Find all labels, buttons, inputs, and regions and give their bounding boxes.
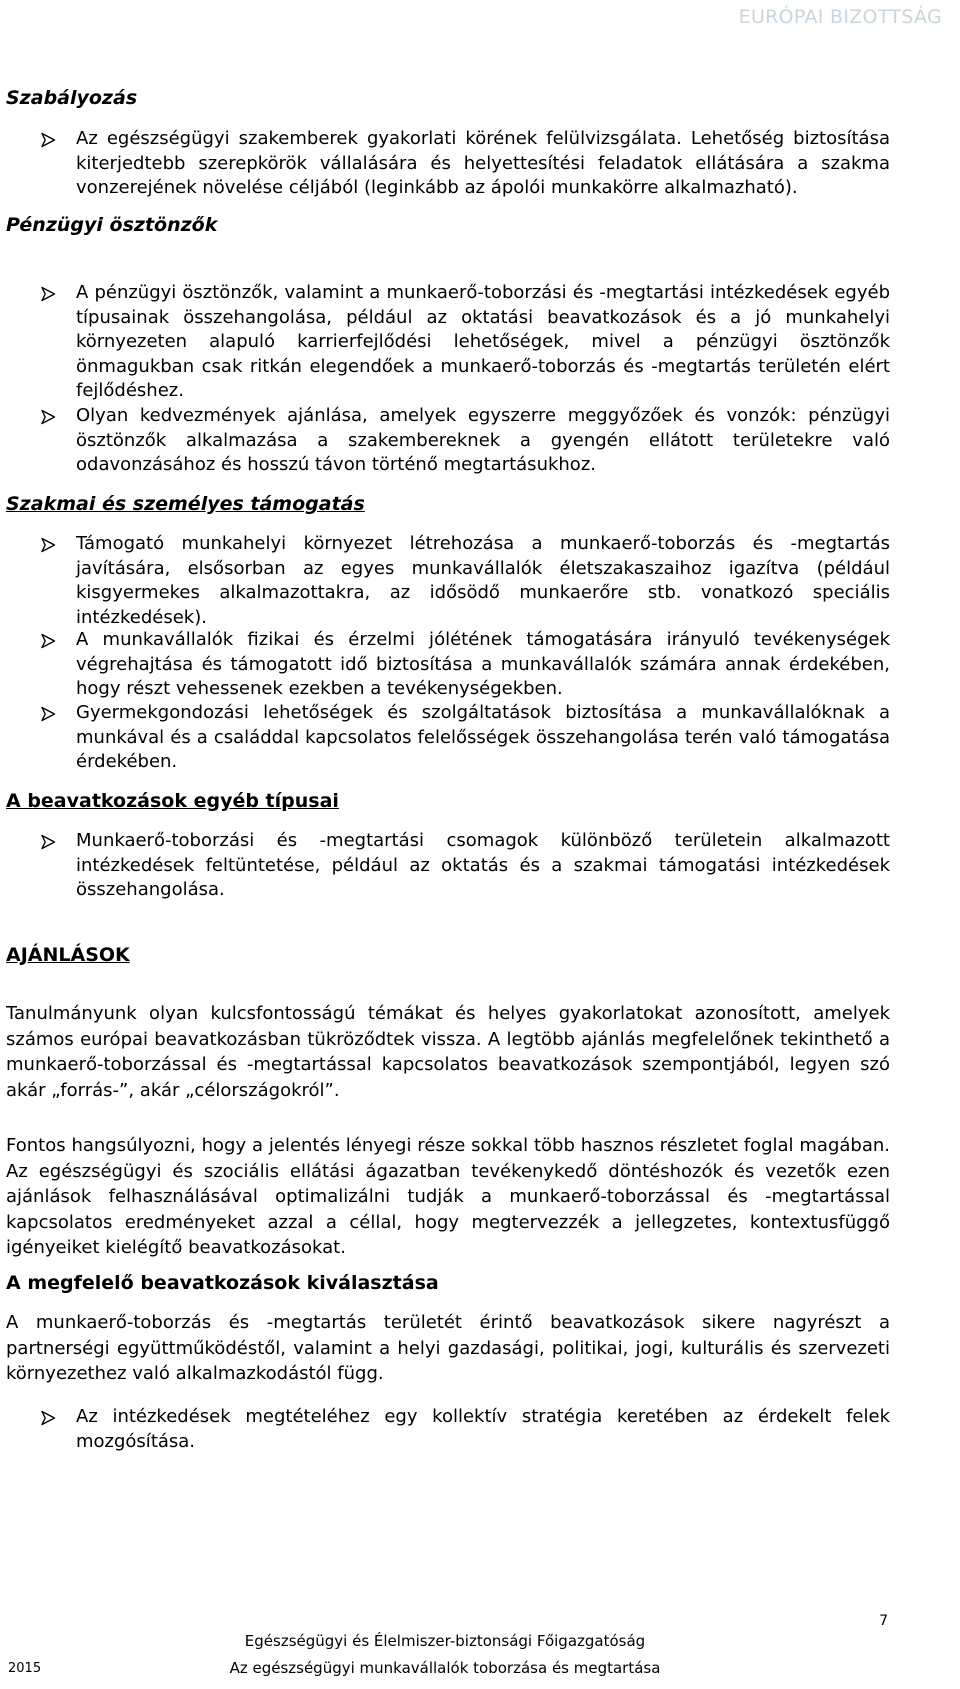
footer-line-1: Egészségügyi és Élelmiszer-biztonsági Főigazgatóság (244, 1632, 646, 1650)
bullet-arrow-icon (40, 1409, 56, 1433)
section-title-egyeb: A beavatkozások egyéb típusai (6, 790, 339, 812)
bullet-text: A munkavállalók fizikai és érzelmi jólétének támogatására irányuló tevékenységek végrehajtása és támogatott idő biztosítása a munkavállalók számára annak érdekében, hogy részt vehessenek ezekben a tevékenységekben. (76, 629, 890, 699)
bullet-text: Az intézkedések megtételéhez egy kollektív stratégia keretében az érdekelt felek mozgósítása. (76, 1406, 890, 1452)
bullet-arrow-icon (40, 408, 56, 432)
bullet-arrow-icon (40, 536, 56, 560)
section-title-megfelelo: A megfelelő beavatkozások kiválasztása (6, 1272, 439, 1294)
bullet-text: Támogató munkahelyi környezet létrehozása a munkaerő-toborzás és -megtartás javítására, elsősorban az egyes munkavállalók életszakaszaihoz igazítva (például kisgyermekes alkalmazottakra, az idősödő munkaerőre stb. vonatkozó speciális intézkedések). (76, 533, 890, 628)
bullet-text: Olyan kedvezmények ajánlása, amelyek egyszerre meggyőzőek és vonzók: pénzügyi ösztönzők alkalmazása a szakembereknek a gyengén ellátott területekre való odavonzásához és hosszú távon történő megtartásukhoz. (76, 405, 890, 475)
footer-year: 2015 (8, 1661, 42, 1676)
paragraph: A munkaerő-toborzás és -megtartás területét érintő beavatkozások sikere nagyrészt a partnerségi együttműködéstől, valamint a helyi gazdasági, politikai, jogi, kulturális és szervezeti környezethez való alkalmazkodástól függ. (6, 1312, 890, 1384)
bullet-text: Gyermekgondozási lehetőségek és szolgáltatások biztosítása a munkavállalóknak a munkával és a családdal kapcsolatos felelősségek összehangolása terén való támogatása érdekében. (76, 702, 890, 772)
footer-line-2: Az egészségügyi munkavállalók toborzása és megtartása (229, 1659, 661, 1677)
page-number: 7 (879, 1613, 888, 1629)
bullet-arrow-icon (40, 285, 56, 309)
header-organization: EURÓPAI BIZOTTSÁG (738, 6, 942, 28)
section-title-penzugyi: Pénzügyi ösztönzők (6, 214, 218, 236)
section-title-ajanlasok: AJÁNLÁSOK (6, 944, 130, 966)
section-title-szabalyozas: Szabályozás (6, 87, 138, 109)
bullet-text: A pénzügyi ösztönzők, valamint a munkaerő-toborzási és -megtartási intézkedések egyéb típusainak összehangolása, például az oktatási beavatkozások és a jó munkahelyi környezeten alapuló karrierfejlődési lehetőségek, mivel a pénzügyi ösztönzők önmagukban csak ritkán elegendőek a munkaerő-toborzás és -megtartás területén elért fejlődéshez. (76, 282, 890, 401)
paragraph: Tanulmányunk olyan kulcsfontosságú témákat és helyes gyakorlatokat azonosított, amelyek számos európai beavatkozásban tükröződtek vissza. A legtöbb ajánlás megfelelőnek tekinthető a munkaerő-toborzással és -megtartással kapcsolatos beavatkozások szempontjából, legyen szó akár „forrás-”, akár „célországokról”. (6, 1003, 890, 1101)
paragraph: Fontos hangsúlyozni, hogy a jelentés lényegi része sokkal több hasznos részletet foglal magában. Az egészségügyi és szociális ellátási ágazatban tevékenykedő döntéshozók és vezetők ezen ajánlások felhasználásával optimalizálni tudják a munkaerő-toborzással és -megtartással kapcsolatos eredményeket azzal a céllal, hogy megtervezzék a jellegzetes, kontextusfüggő igényeiket kielégítő beavatkozásokat. (6, 1135, 890, 1258)
bullet-arrow-icon (40, 632, 56, 656)
bullet-arrow-icon (40, 833, 56, 857)
bullet-arrow-icon (40, 131, 56, 155)
bullet-arrow-icon (40, 705, 56, 729)
bullet-text: Az egészségügyi szakemberek gyakorlati körének felülvizsgálata. Lehetőség biztosítása kiterjedtebb szerepkörök vállalására és helyettesítési feladatok ellátására a szakma vonzerejének növelése céljából (leginkább az ápolói munkakörre alkalmazható). (76, 128, 890, 198)
bullet-text: Munkaerő-toborzási és -megtartási csomagok különböző területein alkalmazott intézkedések feltüntetése, például az oktatás és a szakmai támogatási intézkedések összehangolása. (76, 830, 890, 900)
section-title-szakmai: Szakmai és személyes támogatás (6, 493, 365, 515)
